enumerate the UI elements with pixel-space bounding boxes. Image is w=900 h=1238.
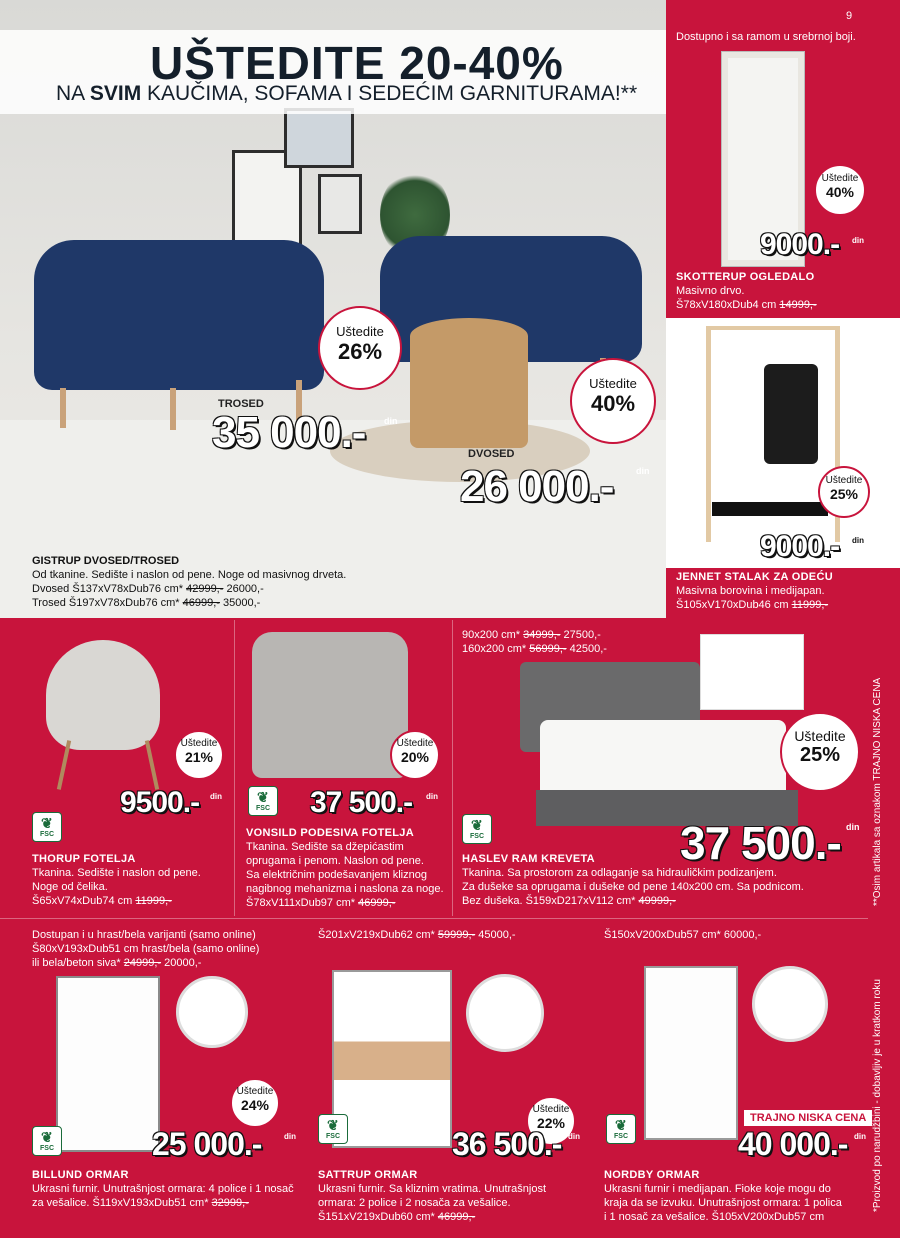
badge-text: Uštedite xyxy=(794,728,846,744)
vonsild-info xyxy=(246,826,444,910)
size-line xyxy=(462,642,607,656)
trosed-label: TROSED xyxy=(218,398,264,410)
badge-pct: 20% xyxy=(400,749,430,765)
billund-wardrobe xyxy=(56,976,160,1152)
trosed-price: 35 000.- xyxy=(212,408,366,457)
dims-line xyxy=(246,896,444,910)
fsc-logo: ❦ FSC xyxy=(32,812,62,842)
product-desc: i 1 nosač za vešalice. Š105xV200xDub57 cm xyxy=(604,1211,825,1223)
dims: Š78xV111xDub97 cm* xyxy=(246,897,359,909)
din-label: din xyxy=(846,822,860,832)
old-price: 24999,- xyxy=(123,957,162,969)
old-price: 32999,- xyxy=(211,1197,249,1209)
old-price: 34999,- xyxy=(523,629,561,641)
thorup-chair xyxy=(46,640,160,750)
dims: Š65xV74xDub74 cm xyxy=(32,895,136,907)
din-label: din xyxy=(426,792,438,801)
din-label: din xyxy=(284,1132,296,1141)
badge-pct: 24% xyxy=(240,1097,270,1113)
chair-leg xyxy=(57,740,71,790)
gistrup-info xyxy=(32,554,362,610)
new-price: 26000,- xyxy=(223,583,264,595)
coffee-table xyxy=(410,318,528,448)
note-line xyxy=(32,956,259,970)
old-price: 49999,- xyxy=(638,895,676,907)
din-label: din xyxy=(854,1132,866,1141)
dims: Š151xV219xDub60 cm* xyxy=(318,1211,438,1223)
rack-info xyxy=(676,570,833,612)
haslev-sizes xyxy=(462,628,607,656)
new-price: 35000,- xyxy=(219,597,261,609)
din-label: din xyxy=(852,236,864,245)
side-note-2: *Proizvod po narudžbini - dobavljiv je u kratkom roku xyxy=(872,979,883,1212)
product-title: NORDBY ORMAR xyxy=(604,1169,700,1181)
divider xyxy=(234,620,235,916)
savings-badge xyxy=(780,712,860,792)
mirror-note: Dostupno i sa ramom u srebrnoj boji. xyxy=(676,31,856,43)
savings-badge xyxy=(174,730,224,780)
fsc-logo: ❦ FSC xyxy=(606,1114,636,1144)
mirror-price: 9000.- xyxy=(760,228,840,261)
product-desc: Masivno drvo. xyxy=(676,285,745,297)
badge-text: Uštedite xyxy=(589,376,637,391)
dims: Š105xV170xDub46 cm xyxy=(676,599,792,611)
fsc-logo: ❦ FSC xyxy=(462,814,492,844)
subline-pre: NA xyxy=(56,82,90,105)
old-price: 56999,- xyxy=(529,643,567,655)
old-price: 59999,- xyxy=(437,929,476,941)
badge-text: Uštedite xyxy=(180,738,218,749)
wall-frame-3 xyxy=(318,174,362,234)
sofa-leg xyxy=(170,388,176,430)
mirror-info xyxy=(676,270,817,312)
product-desc: Tkanina. Sedište sa džepićastim xyxy=(246,841,404,853)
product-title: HASLEV RAM KREVETA xyxy=(462,853,595,865)
divider xyxy=(0,918,868,919)
new-price: 42500,- xyxy=(566,643,607,655)
wardrobe-interior xyxy=(176,976,248,1048)
subline-post: KAUČIMA, SOFAMA I SEDEĆIM GARNITURAMA!** xyxy=(141,82,638,105)
badge-text: Uštedite xyxy=(396,738,434,749)
divider xyxy=(452,620,453,916)
headline: UŠTEDITE 20-40% xyxy=(150,37,564,89)
product-title: THORUP FOTELJA xyxy=(32,853,136,865)
savings-badge xyxy=(818,466,870,518)
product-desc: Za dušeke sa oprugama i dušeke od pene 140x200 cm. Sa podnicom. xyxy=(462,881,804,893)
sofa-leg xyxy=(60,388,66,428)
badge-text: Uštedite xyxy=(821,173,859,184)
product-desc: Ukrasni furnir. Unutrašnjost ormara: 4 police i 1 nosač xyxy=(32,1183,294,1195)
badge-text: Uštedite xyxy=(236,1086,274,1097)
din-label: din xyxy=(568,1132,580,1141)
haslev-info xyxy=(462,852,804,908)
price-line xyxy=(32,582,362,596)
savings-badge xyxy=(390,730,440,780)
badge-pct: 25% xyxy=(829,486,859,502)
product-title: JENNET STALAK ZA ODEĆU xyxy=(676,571,833,583)
note-line: Š80xV193xDub51 cm hrast/bela (samo online) xyxy=(32,943,260,955)
note-pre: ili bela/beton siva* xyxy=(32,957,124,969)
savings-badge xyxy=(230,1078,280,1128)
dims-line xyxy=(318,1210,546,1224)
savings-badge xyxy=(570,358,656,444)
rack-price: 9000.- xyxy=(760,530,840,563)
price-line-pre: Dvosed Š137xV78xDub76 cm* xyxy=(32,583,187,595)
product-desc: Od tkanine. Sedište i naslon od pene. Noge od masivnog drveta. xyxy=(32,569,347,581)
badge-pct: 21% xyxy=(184,749,214,765)
product-title: BILLUND ORMAR xyxy=(32,1169,129,1181)
sattrup-info xyxy=(318,1168,546,1224)
old-price: 46999,- xyxy=(437,1211,476,1223)
sattrup-price: 36 500.- xyxy=(452,1126,562,1162)
new-price: 20000,- xyxy=(161,957,202,969)
trosed-sofa xyxy=(34,240,324,390)
trajno-badge: TRAJNO NISKA CENA xyxy=(744,1110,872,1126)
haslev-price: 37 500.- xyxy=(680,817,841,869)
dims-line xyxy=(32,894,201,908)
badge-text: Uštedite xyxy=(825,475,863,486)
old-price: 42999,- xyxy=(186,583,224,595)
savings-badge xyxy=(318,306,402,390)
dims-line xyxy=(676,298,817,312)
din-label: din xyxy=(210,792,222,801)
chair-leg xyxy=(145,740,159,790)
fsc-logo: ❦ FSC xyxy=(318,1114,348,1144)
old-price: 46999,- xyxy=(358,897,396,909)
badge-pct: 40% xyxy=(825,184,855,200)
old-price: 14999,- xyxy=(779,299,817,311)
subline-bold: SVIM xyxy=(89,82,142,105)
price-line-pre: Trosed Š197xV78xDub76 cm* xyxy=(32,597,183,609)
dims: za vešalice. Š119xV193xDub51 cm* xyxy=(32,1197,212,1209)
product-desc: Ukrasni furnir. Sa kliznim vratima. Unutrašnjost xyxy=(318,1183,547,1195)
product-desc: nagibnog mehanizma i naslona za noge. xyxy=(246,883,444,895)
din-label: din xyxy=(636,466,650,476)
thorup-price: 9500.- xyxy=(120,786,200,819)
badge-pct: 26% xyxy=(337,339,383,364)
dims: Bez dušeka. Š159xD217xV112 cm* xyxy=(462,895,639,907)
nordby-price: 40 000.- xyxy=(738,1126,848,1162)
old-price: 11999,- xyxy=(791,599,829,611)
product-title: VONSILD PODESIVA FOTELJA xyxy=(246,827,414,839)
note-line: Dostupan i u hrast/bela varijanti (samo online) xyxy=(32,929,256,941)
vonsild-price: 37 500.- xyxy=(310,786,413,819)
badge-text: Uštedite xyxy=(532,1104,570,1115)
savings-badge xyxy=(814,164,866,216)
nordby-info xyxy=(604,1168,842,1224)
product-desc: Tkanina. Sa prostorom za odlaganje sa hidrauličkim podizanjem. xyxy=(462,867,777,879)
nordby-note: Š150xV200xDub57 cm* 60000,- xyxy=(604,929,762,941)
wardrobe-interior xyxy=(752,966,828,1042)
dims-line xyxy=(462,894,804,908)
size-pre: 90x200 cm* xyxy=(462,629,524,641)
din-label: din xyxy=(852,536,864,545)
wardrobe-interior xyxy=(466,974,544,1052)
dvosed-price: 26 000.- xyxy=(460,462,614,511)
fsc-logo: ❦ FSC xyxy=(248,786,278,816)
new-price: 45000,- xyxy=(475,929,516,941)
billund-note xyxy=(32,928,259,970)
price-line xyxy=(32,596,362,610)
product-title: SATTRUP ORMAR xyxy=(318,1169,418,1181)
product-desc: Tkanina. Sedište i naslon od pene. xyxy=(32,867,201,879)
product-desc: Sa električnim podešavanjem kliznog xyxy=(246,869,427,881)
product-title: GISTRUP DVOSED/TROSED xyxy=(32,555,180,567)
billund-price: 25 000.- xyxy=(152,1126,262,1162)
product-desc: ormara: 2 police i 2 nosača za vešalice. xyxy=(318,1197,511,1209)
dims-line xyxy=(32,1196,294,1210)
dims-line xyxy=(676,598,833,612)
note-pre: Š201xV219xDub62 cm* xyxy=(318,929,438,941)
rack-shelf xyxy=(712,502,828,516)
product-desc: Ukrasni furnir i medijapan. Fioke koje mogu do xyxy=(604,1183,831,1195)
thorup-info xyxy=(32,852,201,908)
subline xyxy=(56,82,637,106)
badge-pct: 40% xyxy=(590,391,636,416)
new-price: 27500,- xyxy=(560,629,601,641)
bed-inset xyxy=(700,634,804,710)
sattrup-note xyxy=(318,928,516,942)
old-price: 46999,- xyxy=(182,597,220,609)
sattrup-wardrobe xyxy=(332,970,452,1148)
billund-info xyxy=(32,1168,294,1210)
badge-pct: 22% xyxy=(536,1115,566,1131)
page-number: 9 xyxy=(846,10,853,22)
old-price: 11999,- xyxy=(135,895,172,907)
badge-text: Uštedite xyxy=(336,324,384,339)
size-pre: 160x200 cm* xyxy=(462,643,530,655)
product-desc: Masivna borovina i medijapan. xyxy=(676,585,825,597)
vonsild-recliner xyxy=(252,632,408,778)
side-note: **Osim artikala sa oznakom TRAJNO NISKA CENA xyxy=(872,677,883,906)
dims: Š78xV180xDub4 cm xyxy=(676,299,780,311)
nordby-wardrobe xyxy=(644,966,738,1140)
size-line xyxy=(462,628,607,642)
rack-clothes xyxy=(764,364,818,464)
product-desc: oprugama i penom. Naslon od pene. xyxy=(246,855,424,867)
dvosed-label: DVOSED xyxy=(468,448,515,460)
product-desc: kraja da se izvuku. Unutrašnjost ormara: 1 polica xyxy=(604,1197,842,1209)
fsc-logo: ❦ FSC xyxy=(32,1126,62,1156)
wall-frame-2 xyxy=(284,108,354,168)
product-title: SKOTTERUP OGLEDALO xyxy=(676,271,815,283)
din-label: din xyxy=(384,416,398,426)
product-desc: Noge od čelika. xyxy=(32,881,108,893)
badge-pct: 25% xyxy=(799,744,841,766)
